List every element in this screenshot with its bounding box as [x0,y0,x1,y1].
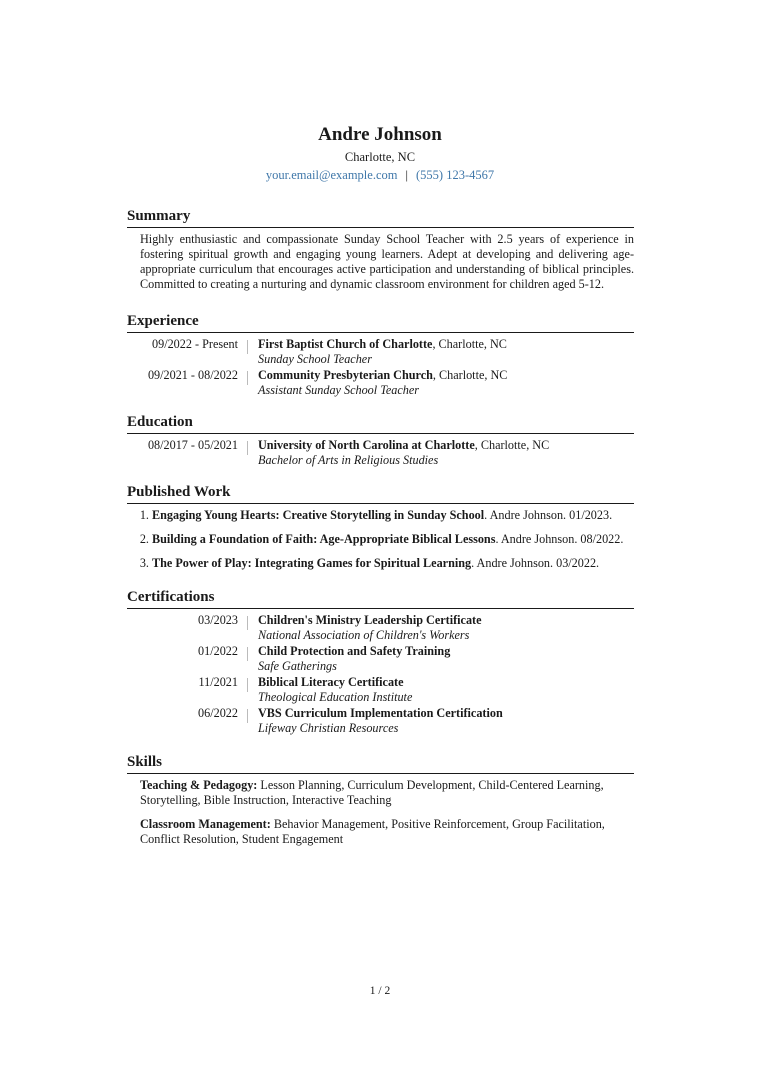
section-title-education: Education [127,412,634,434]
education-entry [127,438,634,468]
section-title-skills: Skills [127,752,634,774]
section-title-experience: Experience [127,311,634,333]
published-work-section [127,482,634,571]
entry-location: , Charlotte, NC [474,438,550,452]
resume-page [127,120,634,856]
resume-header [0,122,760,184]
entry-role: Assistant Sunday School Teacher [258,383,420,397]
entry-date: 09/2022 - Present [127,337,248,367]
certifications-section [127,587,634,736]
certification-entry [127,706,634,736]
entry-location: , Charlotte, NC [432,368,508,382]
entry-degree: Bachelor of Arts in Religious Studies [258,453,439,467]
email-link[interactable]: your.email@example.com [265,168,398,182]
publication-item [152,556,634,571]
education-section [127,412,634,468]
candidate-name: Andre Johnson [318,124,442,145]
certification-issuer: Safe Gatherings [258,659,337,673]
skill-group [127,778,634,808]
entry-organization: University of North Carolina at Charlotte [258,438,475,452]
publication-title: Building a Foundation of Faith: Age-Appropriate Biblical Lessons [152,532,496,546]
page-indicator: 1 / 2 [369,985,391,997]
publication-details: . Andre Johnson. 08/2022. [495,532,624,546]
experience-entry [127,368,634,398]
certification-issuer: National Association of Children's Workers [258,628,470,642]
entry-role: Sunday School Teacher [258,352,372,366]
summary-text: Highly enthusiastic and compassionate Sunday School Teacher with 2.5 years of experience in fostering spiritual growth and engaging young learners. Adept at developing and delivering age-appropriate curriculum that encourages active participation and understanding of biblical principles. Committed to creating a nurturing and dynamic classroom environment for children aged 5-12. [140,232,634,291]
skill-list: Behavior Management, Positive Reinforcement, Group Facilitation, Conflict Resolution, Student Engagement [140,817,605,846]
skill-label: Teaching & Pedagogy: [140,778,258,792]
entry-organization: First Baptist Church of Charlotte [258,337,433,351]
publication-list [127,508,634,571]
certification-issuer: Theological Education Institute [258,690,413,704]
entry-organization: Community Presbyterian Church [258,368,433,382]
section-title-certifications: Certifications [127,587,634,609]
certification-entry [127,675,634,705]
certification-entry [127,613,634,643]
entry-date: 08/2017 - 05/2021 [127,438,248,468]
entry-date: 11/2021 [127,675,248,705]
entry-date: 06/2022 [127,706,248,736]
skill-list: Lesson Planning, Curriculum Development, Child-Centered Learning, Storytelling, Bible Instruction, Interactive Teaching [140,778,604,807]
certification-issuer: Lifeway Christian Resources [258,721,399,735]
entry-date: 03/2023 [127,613,248,643]
certification-name: VBS Curriculum Implementation Certification [258,706,503,720]
section-title-summary: Summary [127,206,634,228]
entry-date: 09/2021 - 08/2022 [127,368,248,398]
section-title-published-work: Published Work [127,482,634,504]
publication-item [152,532,634,547]
certification-name: Children's Ministry Leadership Certificate [258,613,482,627]
entry-location: , Charlotte, NC [432,337,507,351]
certification-name: Child Protection and Safety Training [258,644,451,658]
publication-item [152,508,634,523]
phone-link[interactable]: (555) 123-4567 [416,168,495,182]
entry-date: 01/2022 [127,644,248,674]
experience-entry [127,337,634,367]
skill-label: Classroom Management: [140,817,271,831]
skills-section [127,752,634,847]
publication-title: Engaging Young Hearts: Creative Storytelling in Sunday School [152,508,485,522]
contact-line [0,166,760,184]
skill-group [127,817,634,847]
certification-name: Biblical Literacy Certificate [258,675,404,689]
candidate-location: Charlotte, NC [344,150,416,164]
publication-details: . Andre Johnson. 01/2023. [484,508,613,522]
publication-details: . Andre Johnson. 03/2022. [471,556,600,570]
certification-entry [127,644,634,674]
publication-title: The Power of Play: Integrating Games for Spiritual Learning [152,556,472,570]
contact-separator: | [405,168,408,182]
experience-section [127,311,634,398]
summary-section [127,206,634,292]
